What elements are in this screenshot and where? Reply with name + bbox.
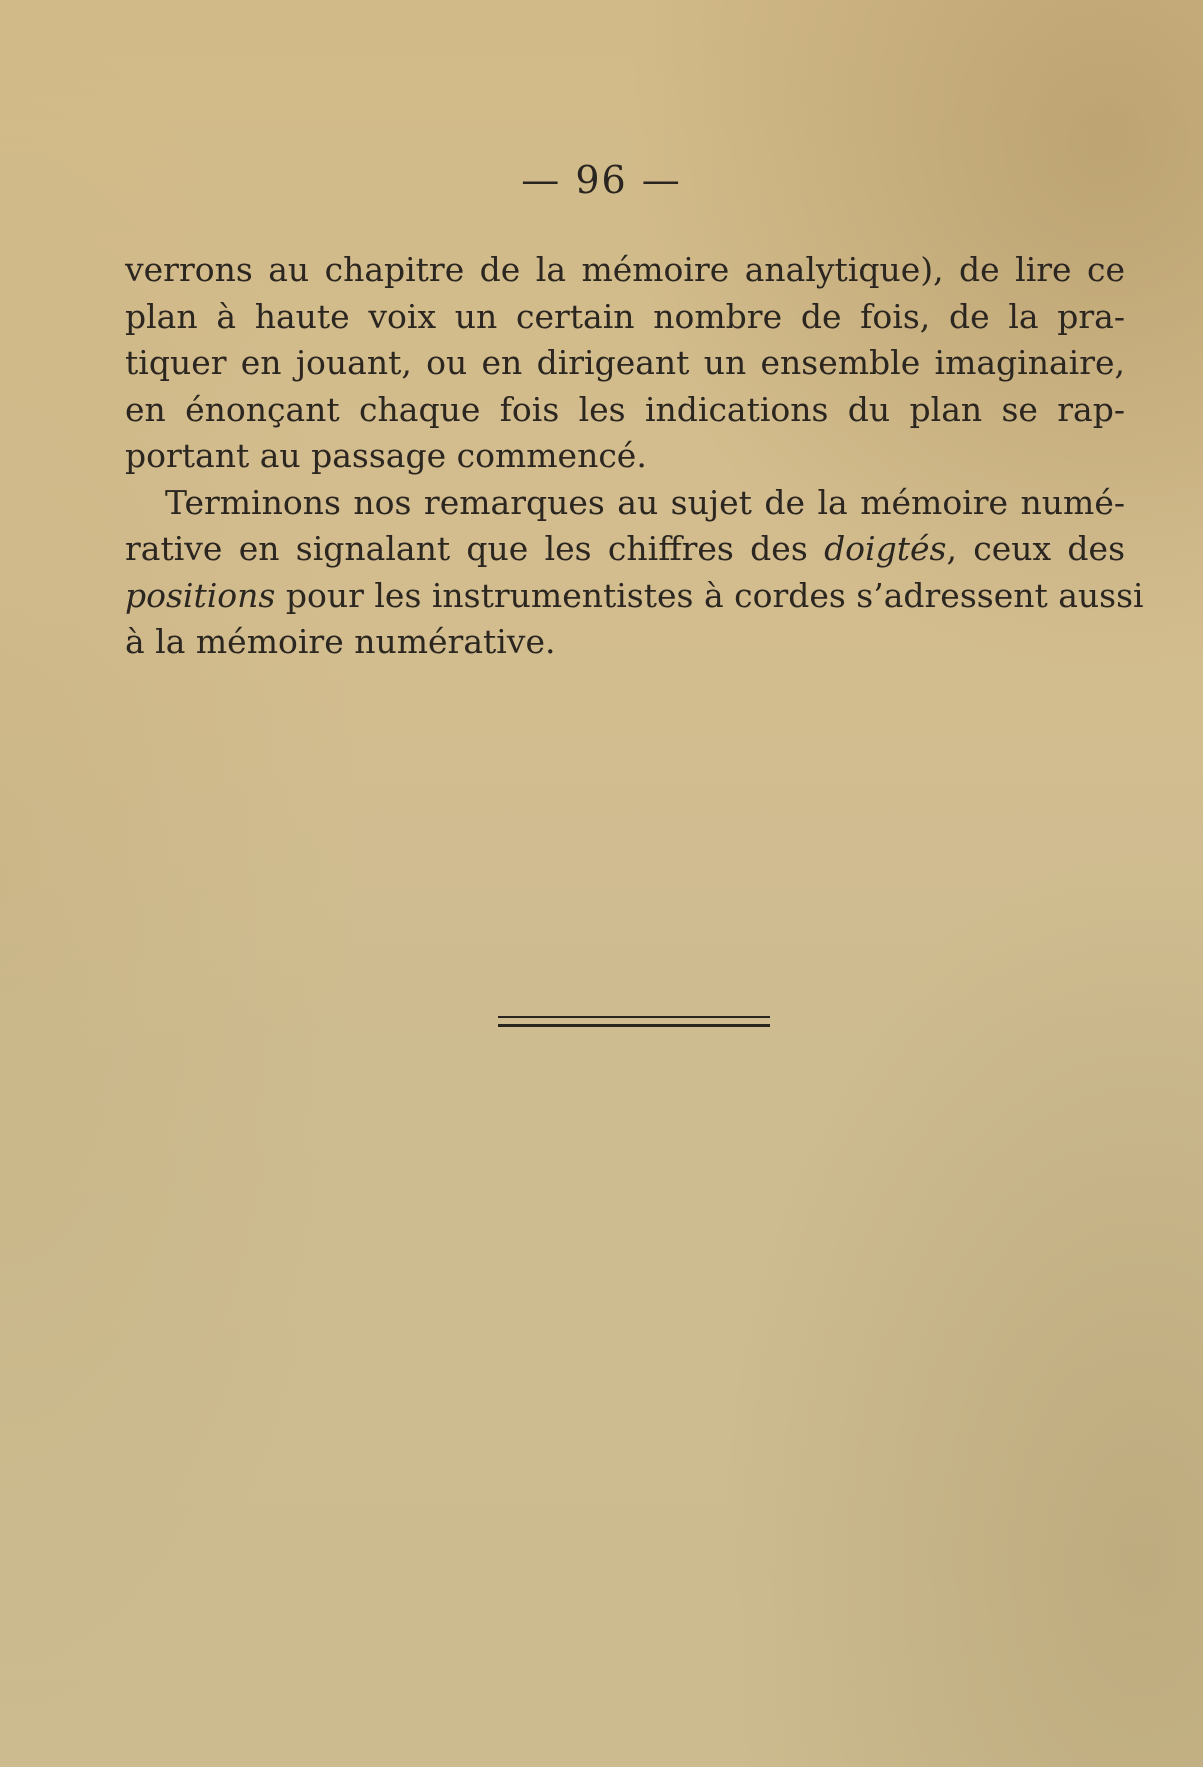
italic-term-doigtes: doigtés: [824, 529, 947, 568]
page-number: — 96 —: [521, 158, 682, 202]
text-fragment: rative en signalant que les chiffres des: [125, 529, 825, 568]
text-line: tiquer en jouant, ou en dirigeant un ensemble imaginaire,: [125, 343, 1125, 382]
text-line: plan à haute voix un certain nombre de fois, de la pra-: [125, 296, 1125, 336]
paragraph-2: [125, 480, 1144, 666]
text-fragment: , ceux des: [946, 529, 1126, 568]
text-line: verrons au chapitre de la mémoire analytique), de lire ce: [125, 250, 1125, 289]
text-line: [125, 573, 1144, 620]
text-fragment: pour les instrumentistes à cordes s’adressent aussi: [275, 575, 1144, 615]
end-rule-thin: [498, 1016, 770, 1018]
text-line: en énonçant chaque fois les indications du plan se rap-: [125, 389, 1125, 429]
text-line: à la mémoire numérative.: [125, 622, 556, 661]
text-line: Terminons nos remarques au sujet de la mémoire numé-: [165, 482, 1125, 522]
text-line: portant au passage commencé.: [125, 436, 647, 475]
italic-term-positions: positions: [125, 575, 276, 615]
text-line: [125, 526, 1125, 573]
paragraph-1: [125, 247, 1125, 480]
body-text: [125, 247, 1144, 666]
end-rule-thick: [498, 1024, 770, 1027]
